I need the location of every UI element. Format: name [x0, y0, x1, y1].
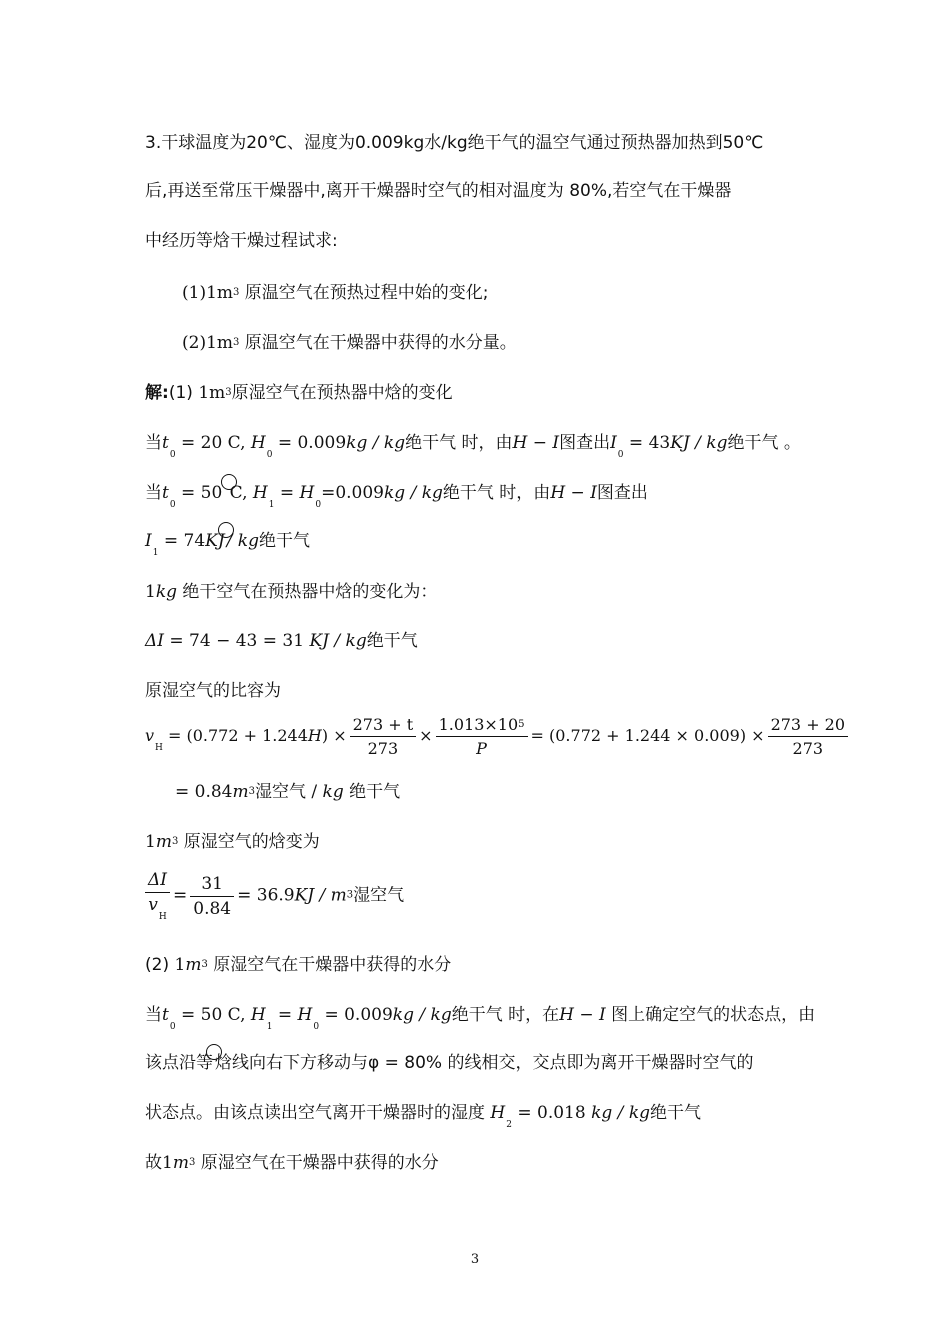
- l8-kg: kg: [322, 782, 344, 802]
- l14-eq: = 0.018: [511, 1103, 592, 1123]
- question-2: [182, 328, 517, 353]
- f1-den: 273: [367, 739, 399, 758]
- l15-sup: 3: [188, 1157, 196, 1168]
- q2-text: 原温空气在干燥器中获得的水分量。: [239, 333, 517, 353]
- l2-unit: kg / kg: [384, 483, 443, 503]
- f2-sup: 5: [518, 719, 525, 730]
- l8-slash: /: [306, 782, 323, 802]
- l1-shi: 时，由: [456, 433, 513, 453]
- l3-I: I: [145, 531, 152, 551]
- l1-H-sub: 0: [266, 450, 273, 460]
- enthalpy-change-formula: [145, 870, 404, 922]
- l1-unit2: KJ / kg: [670, 433, 728, 453]
- f3-num: 273 + 20: [768, 715, 848, 737]
- l11-pre: 1: [174, 955, 186, 975]
- solution-head-sup: 3: [225, 387, 232, 398]
- l8-wet: 湿空气: [255, 782, 306, 802]
- l11-num: (2): [145, 955, 170, 975]
- fraction-1: [350, 715, 417, 758]
- solution-head-unit: 1m: [198, 383, 226, 403]
- l11-m: m: [185, 955, 202, 975]
- specific-volume-formula: [145, 715, 851, 758]
- l3-eq: = 74: [158, 531, 206, 551]
- l10-f-den: 0.84: [193, 898, 232, 919]
- l14-dry: 绝干气: [650, 1103, 701, 1123]
- question-1: [182, 278, 489, 303]
- l5-unit: KJ / kg: [309, 631, 367, 651]
- l10-unit: KJ / m: [294, 885, 347, 906]
- l12-t-sub: 0: [169, 1022, 176, 1032]
- l8-dry: 绝干气: [343, 782, 401, 802]
- l1-eq3: = 43: [623, 433, 671, 453]
- l2-eq2: =: [274, 483, 300, 503]
- l3-unit: KJ: [205, 531, 225, 551]
- l10-f-num: 31: [190, 874, 234, 897]
- l10-wet: 湿空气: [353, 885, 405, 906]
- l7-eq2: ) ×: [321, 726, 347, 745]
- l10-eq2: = 36.9: [237, 885, 295, 906]
- l12-H0: H: [297, 1005, 313, 1025]
- l12-eq3: = 0.009: [319, 1005, 393, 1025]
- l11-text: 原湿空气在干燥器中获得的水分: [207, 955, 452, 975]
- solution-heading: [145, 378, 453, 403]
- l7-v-sub: H: [155, 743, 163, 753]
- solution-line-4: [145, 577, 437, 602]
- l4-pre: 1: [145, 582, 156, 602]
- l12-H1: H: [250, 1005, 266, 1025]
- l10-sup: 3: [346, 889, 354, 901]
- l5-delta: ΔI: [145, 631, 164, 651]
- l1-eq2: = 0.009: [272, 433, 347, 453]
- l1-eq1: = 20 C,: [175, 433, 251, 453]
- l2-H0-sub: 0: [315, 500, 322, 510]
- l13b: 焓线向右下方移动与φ = 80% 的线相交，交点即为离开干燥器时空气的: [215, 1053, 754, 1073]
- l15-pre: 故: [145, 1153, 162, 1173]
- l3-unit2: / kg: [226, 531, 259, 551]
- solution-line-15: [145, 1148, 439, 1173]
- l10-den-v: v: [148, 895, 158, 915]
- l7-eq1: = (0.772 + 1.244: [162, 726, 308, 745]
- f2-num: 1.013×10: [438, 715, 519, 734]
- l8-m: m: [232, 782, 249, 802]
- l1-t: t: [162, 433, 169, 453]
- l1-I-sub: 0: [617, 450, 624, 460]
- l2-eq1b: C,: [229, 483, 253, 503]
- l2-eq3: =0.009: [321, 483, 384, 503]
- l1-dry2: 绝干气: [727, 433, 779, 453]
- l11-sup: 3: [201, 959, 208, 970]
- solution-line-14: [145, 1098, 701, 1130]
- solution-line-8: [175, 777, 400, 802]
- l2-t: t: [162, 483, 169, 503]
- l2-shi: 时，由: [493, 483, 551, 503]
- solution-line-5: [145, 626, 418, 651]
- l1-end: 。: [778, 433, 801, 453]
- fraction-values: [190, 874, 234, 919]
- fraction-3: [768, 715, 848, 758]
- l3-dry: 绝干气: [258, 531, 310, 551]
- l12-HI: H − I: [559, 1005, 606, 1025]
- l4-kg: kg: [155, 582, 178, 602]
- l2-t-sub: 0: [169, 500, 176, 510]
- l9-m: m: [155, 832, 172, 852]
- l1-dry: 绝干气: [405, 433, 457, 453]
- l12-dang: 当: [145, 1005, 162, 1025]
- l7-H: H: [307, 726, 322, 745]
- l2-eq1: = 50: [175, 483, 228, 503]
- l1-unit: kg / kg: [346, 433, 406, 453]
- l8-eq: = 0.84: [175, 782, 233, 802]
- solution-line-2: [145, 478, 648, 510]
- q1-sup: 3: [233, 287, 240, 298]
- l14-unit: kg / kg: [591, 1103, 650, 1123]
- l7-v: v: [145, 726, 155, 745]
- solution-line-9: [145, 827, 320, 852]
- q2-prefix: (2)1m: [182, 333, 234, 353]
- l9-sup: 3: [171, 836, 179, 847]
- l15-text: 原湿空气在干燥器中获得的水分: [195, 1153, 439, 1173]
- l12-H0-sub: 0: [313, 1022, 320, 1032]
- solution-part-num: (1): [168, 383, 193, 403]
- q1-prefix: (1)1m: [182, 283, 234, 303]
- solution-head-text: 原湿空气在预热器中焓的变化: [231, 383, 453, 403]
- fraction-delta: [145, 870, 170, 922]
- l12-H1-sub: 1: [266, 1022, 273, 1032]
- l1-H: H: [250, 433, 266, 453]
- solution-label: 解:: [145, 383, 169, 403]
- l12-shi: 时，在: [502, 1005, 560, 1025]
- l10-num: ΔI: [145, 870, 170, 893]
- l4-text: 绝干空气在预热器中焓的变化为：: [177, 582, 438, 602]
- l14-H-sub: 2: [506, 1120, 512, 1130]
- problem-line-3: 中经历等焓干燥过程试求:: [145, 231, 338, 251]
- l1-t-sub: 0: [169, 450, 176, 460]
- solution-line-1: [145, 428, 801, 460]
- l5-eq: = 74 − 43 = 31: [164, 631, 310, 651]
- f1-num: 273 + t: [350, 715, 417, 737]
- l12-dry: 绝干气: [451, 1005, 503, 1025]
- problem-line-1: 3.干球温度为20℃、湿度为0.009kg水/kg绝干气的温空气通过预热器加热到50℃: [145, 133, 764, 153]
- l10-den-sub: H: [158, 912, 167, 922]
- handwritten-circle-mark: [221, 474, 237, 490]
- f3-den: 273: [792, 739, 824, 758]
- l12-eq1: = 50 C,: [175, 1005, 251, 1025]
- q1-text: 原温空气在预热过程中始的变化;: [239, 283, 489, 303]
- l1-I: I: [610, 433, 617, 453]
- l14-H: H: [490, 1103, 506, 1123]
- l2-dang: 当: [145, 483, 162, 503]
- l7-eq3: = (0.772 + 1.244 × 0.009) ×: [530, 726, 765, 745]
- l15-one: 1: [162, 1153, 173, 1173]
- l9-pre: 1: [145, 832, 156, 852]
- l1-chart: 图查出: [559, 433, 611, 453]
- page-number: 3: [470, 1252, 480, 1267]
- l12-t: t: [162, 1005, 169, 1025]
- l12-eq2: =: [272, 1005, 298, 1025]
- solution-heading-2: [145, 950, 451, 975]
- l2-HI: H − I: [550, 483, 597, 503]
- l10-eq: =: [173, 885, 188, 906]
- handwritten-circle-mark: [218, 522, 234, 538]
- l15-m: m: [172, 1153, 189, 1173]
- l2-H1-sub: 1: [268, 500, 275, 510]
- l3-I-sub: 1: [152, 548, 159, 558]
- q2-sup: 3: [233, 337, 240, 348]
- l2-chart: 图查出: [596, 483, 648, 503]
- solution-line-6: 原湿空气的比容为: [145, 681, 281, 701]
- problem-line-2: 后,再送至常压干燥器中,离开干燥器时空气的相对温度为 80%,若空气在干燥器: [145, 181, 732, 201]
- solution-line-3: [145, 526, 310, 558]
- handwritten-circle-mark: [206, 1044, 222, 1060]
- l1-dang: 当: [145, 433, 162, 453]
- solution-line-12: [145, 1000, 815, 1032]
- l9-text: 原湿空气的焓变为: [178, 832, 320, 852]
- l7-times: ×: [419, 726, 433, 745]
- l12-unit: kg / kg: [392, 1005, 452, 1025]
- l2-H0: H: [299, 483, 315, 503]
- l14-text: 状态点。由该点读出空气离开干燥器时的湿度: [145, 1103, 491, 1123]
- l13a: 该点沿等: [145, 1053, 213, 1073]
- l2-dry: 绝干气: [442, 483, 494, 503]
- fraction-2: [436, 715, 528, 758]
- l12-text: 图上确定空气的状态点，由: [605, 1005, 816, 1025]
- l2-H1: H: [252, 483, 268, 503]
- solution-line-13: [145, 1048, 753, 1073]
- l1-HI: H − I: [512, 433, 560, 453]
- f2-den: P: [476, 739, 487, 758]
- l5-dry: 绝干气: [366, 631, 418, 651]
- l8-sup: 3: [248, 786, 255, 797]
